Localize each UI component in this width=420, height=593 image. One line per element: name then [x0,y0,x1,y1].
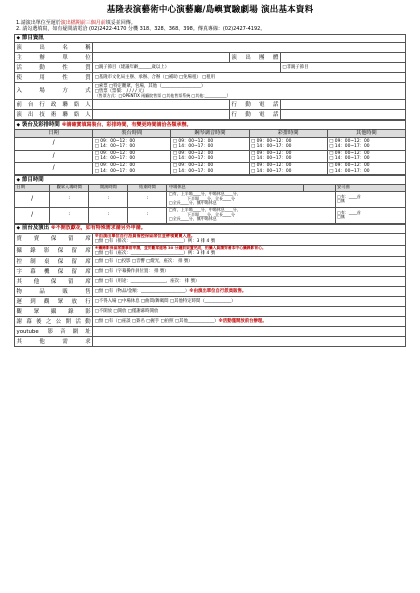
other-slots[interactable]: □ 09：00~12：00 □ 14：00~17：00 [327,150,405,162]
table-row [15,267,406,277]
youtube-url-field[interactable] [93,327,406,337]
table-row [15,138,406,150]
instruction-1: 1.請演出單位至遲於演出檔期前三個月前填妥並回傳。 [16,19,136,26]
section-setup: ◆ 裝台及彩排時間 ※請確實填寫裝台、彩排時間，有變更時間請洽各類承辦。 [15,121,406,130]
show-time-table [14,175,406,223]
piano-slots[interactable]: □ 09：00~12：00 □ 14：00~17：00 [171,162,249,174]
usage-options[interactable]: □基隆市文化局主辦、承辦、合辦（□補助 □免場租） □租用 [93,73,406,83]
nature-option-other[interactable]: □非親子節目 [280,63,405,73]
setup-header-other: 其他時間 [327,130,405,138]
piano-slots[interactable]: □ 09：00~12：00 □ 14：00~17：00 [171,138,249,150]
table-row [15,277,406,287]
label-nature: 活動性質 [15,63,93,73]
control-desk-options[interactable]: □無 □有（□投影 □音響 □燈光，座次： 排 號） [93,257,406,267]
tech-phone-field[interactable] [280,110,405,120]
label-other-seat: 其他保留席 [15,277,93,287]
label-host: 主辦單位 [15,53,93,63]
show-header-encore: 安可曲 [335,184,405,191]
setup-table [14,120,406,175]
other-needs-field[interactable] [93,337,406,347]
table-row [15,233,406,245]
label-front-phone: 行動電話 [230,100,281,110]
encore-options[interactable]: □有：____首 □無 [335,191,405,207]
show-date[interactable]: / [15,191,50,207]
form-title: 基隆表演藝術中心演藝廳/島嶼實驗劇場 演出基本資料 [106,5,314,15]
setup-header-rehearsal: 彩排時間 [249,130,327,138]
label-other-needs: 其他需求 [15,337,93,347]
show-header-entry: 觀眾入場時間 [50,184,89,191]
rehearsal-slots[interactable]: □ 09：00~12：00 □ 14：00~17：00 [249,150,327,162]
table-row [15,317,406,327]
table-row [15,162,406,174]
setup-header-load-in: 裝台時間 [93,130,171,138]
other-slots[interactable]: □ 09：00~12：00 □ 14：00~17：00 [327,138,405,150]
show-header-start: 開演時間 [89,184,128,191]
show-header-blank [304,184,335,191]
setup-header-piano: 鋼琴調音時間 [171,130,249,138]
label-post-show: 謝幕後之公開活動 [15,317,93,327]
piano-slots[interactable]: □ 09：00~12：00 □ 14：00~17：00 [171,150,249,162]
front-phone-field[interactable] [280,100,405,110]
rehearsal-slots[interactable]: □ 09：00~12：00 □ 14：00~17：00 [249,138,327,150]
latecomer-options[interactable]: □不得入場 □中場休息 □曲間/舞碼間 □其他特定時間（____________） [93,297,406,307]
table-row [15,287,406,297]
end-time[interactable]: : [128,191,167,207]
instruction-2: 2. 請勾選填寫，如有疑問請電洽 (02)2422-4170 分機 318、328、368、398。傳真專線：(02)2427-4192。 [16,26,266,33]
label-admission: 入場方式 [15,83,93,100]
subtitle-seat-options[interactable]: □無 □有（字幕操作員位置： 排 號） [93,267,406,277]
label-show-name: 演出名稱 [15,43,93,53]
recording-seat-options[interactable]: ※攝錄影保留席請事前申請，並於觀眾進場 30 分鐘前架置完成，拍攝人員請穿著本中心攝錄影背心。 □無 □有（座次：________________________）例：3 排 4 號 [93,245,406,257]
setup-date[interactable]: / [15,162,93,174]
entry-time[interactable]: : [50,207,89,223]
label-control-desk: 控制桌保留席 [15,257,93,267]
setup-date[interactable]: / [15,150,93,162]
section-front: ◆ 前台及演出 ※不開放獻花，如有特殊需求請另外申請。 [15,224,406,233]
entry-time[interactable]: : [50,191,89,207]
table-row [15,307,406,317]
nature-option-family[interactable]: □親子節目（建議年齡______歲以上） [93,63,281,73]
label-audience-recording: 觀眾攝錄影 [15,307,93,317]
label-group: 演出團體 [230,53,281,63]
other-slots[interactable]: □ 09：00~12：00 □ 14：00~17：00 [327,162,405,174]
load-in-slots[interactable]: □ 09：00~12：00 □ 14：00~17：00 [93,150,171,162]
table-row [15,257,406,267]
table-row [15,191,406,207]
setup-header-date: 日期 [15,130,93,138]
show-header-date: 日期 [15,184,50,191]
intermission-options[interactable]: □有，上半場____分，中場休息____分， 下半場____分，全長____分 □全長____分，無中場休息 [167,207,335,223]
vip-seat-options[interactable]: ※由演出單位自行派員管控保留席位並帶領賣賣入座。 □無 □有（排次：________________________）例：3 排 4 號 [93,233,406,245]
merchandise-options[interactable]: □無 □有（物品/金額：____________________）※由演出單位自行派員販售。 [93,287,406,297]
table-row [15,327,406,337]
label-youtube-url: youtube 影音網址 [15,327,93,337]
label-tech-phone: 行動電話 [230,110,281,120]
rehearsal-slots[interactable]: □ 09：00~12：00 □ 14：00~17：00 [249,162,327,174]
label-merchandise: 物品販售 [15,287,93,297]
label-recording-seat: 攝錄影保留席 [15,245,93,257]
label-tech-contact: 演出技術聯絡人 [15,110,93,120]
label-usage: 使用性質 [15,73,93,83]
section-basic: ◆ 節目資訊 [15,34,406,42]
table-row [15,150,406,162]
load-in-slots[interactable]: □ 09：00~12：00 □ 14：00~17：00 [93,138,171,150]
table-row [15,245,406,257]
front-table [14,224,406,348]
post-show-options[interactable]: □無 □有（□座談 □簽名 □握手 □拍照 □其他____________）※活動僅開放前台辦理。 [93,317,406,327]
setup-date[interactable]: / [15,138,93,150]
table-row [15,337,406,347]
show-header-intermission: 中場休息 [167,184,304,191]
group-field[interactable] [280,53,405,63]
label-front-contact: 前台行政聯絡人 [15,100,93,110]
start-time[interactable]: : [89,207,128,223]
encore-options[interactable]: □有：____首 □無 [335,207,405,223]
form-page [14,0,406,347]
table-row [15,207,406,223]
host-field[interactable] [93,53,230,63]
audience-recording-options[interactable]: □不開放 □開放 □僅謝幕時開放 [93,307,406,317]
table-row [15,297,406,307]
label-latecomer: 遲到觀眾放行 [15,297,93,307]
show-name-field[interactable] [93,43,406,53]
admission-options[interactable]: □索票 □特定觀眾，包場，其他（__________________） □售票（票價： / / / / 元） （售票方式：□OPENTIX 兩廳院售票 □其他售票系統 □其他:___________） [93,83,406,100]
show-date[interactable]: / [15,207,50,223]
show-header-end: 結束時間 [128,184,167,191]
load-in-slots[interactable]: □ 09：00~12：00 □ 14：00~17：00 [93,162,171,174]
label-vip-seat: 賣賣保留席 [15,233,93,245]
intermission-options[interactable]: □有，上半場____分，中場休息____分， 下半場____分，全長____分 □全長____分，無中場休息 [167,191,335,207]
end-time[interactable]: : [128,207,167,223]
basic-info-table [14,34,406,120]
start-time[interactable]: : [89,191,128,207]
section-show: ◆ 節目時間 [15,176,406,184]
front-contact-field[interactable] [93,100,230,110]
other-seat-options[interactable]: □無 □有（用途：________________，座次： 排 號） [93,277,406,287]
tech-contact-field[interactable] [93,110,230,120]
label-subtitle-seat: 字幕機保留席 [15,267,93,277]
